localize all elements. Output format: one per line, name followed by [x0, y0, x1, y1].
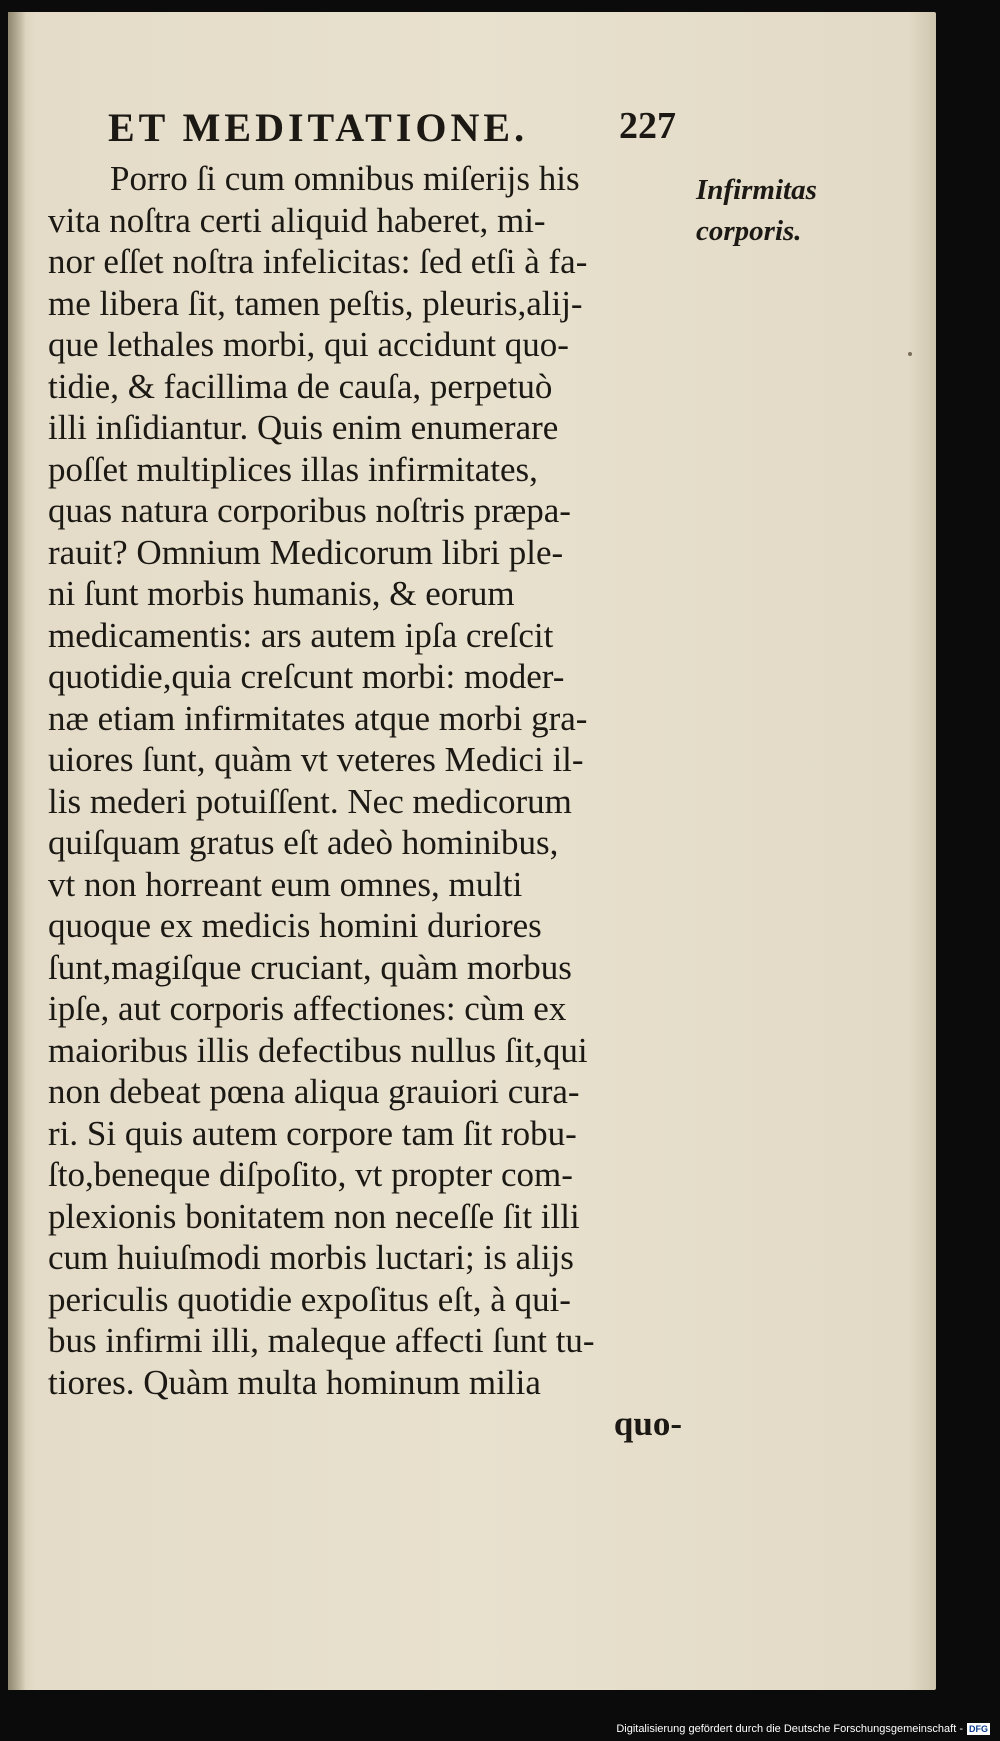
footer-text: Digitalisierung gefördert durch die Deutsche Forschungsgemeinschaft -	[616, 1723, 963, 1735]
text-line: ni ſunt morbis humanis, & eorum	[48, 574, 515, 613]
dfg-logo-icon: DFG	[969, 1724, 988, 1734]
catchword: quo-	[613, 1404, 682, 1443]
text-line: non debeat pœna aliqua grauiori cura-	[48, 1072, 580, 1111]
text-line: quoque ex medicis homini duriores	[48, 906, 542, 945]
text-line: quiſquam gratus eſt adeò hominibus,	[48, 823, 559, 862]
text-line: plexionis bonitatem non neceſſe ſit illi	[48, 1196, 580, 1236]
paper-speck	[908, 352, 912, 356]
text-line: cum huiuſmodi morbis luctari; is alijs	[48, 1238, 574, 1277]
margin-note-line: corporis.	[696, 215, 802, 247]
page-header	[108, 104, 688, 152]
text-line: ipſe, aut corporis affectiones: cùm ex	[48, 989, 567, 1028]
text-line: poſſet multiplices illas infirmitates,	[48, 449, 538, 489]
text-line: me libera ſit, tamen peſtis, pleuris,alij-	[48, 283, 583, 323]
book-page	[8, 12, 936, 1690]
margin-note-line: Infirmitas	[696, 174, 817, 206]
text-line: nor eſſet noſtra infelicitas: ſed etſi à fa-	[48, 242, 588, 281]
text-line: ſunt,magiſque cruciant, quàm morbus	[48, 947, 572, 987]
body-text	[48, 158, 688, 1445]
text-line: vt non horreant eum omnes, multi	[48, 864, 523, 904]
text-line: næ etiam infirmitates atque morbi gra-	[48, 698, 588, 738]
digitization-footer	[616, 1723, 990, 1735]
text-line: que lethales morbi, qui accidunt quo-	[48, 325, 569, 364]
text-line: maioribus illis defectibus nullus ſit,qui	[48, 1030, 588, 1070]
text-line: medicamentis: ars autem ipſa creſcit	[48, 615, 554, 655]
gutter-shadow	[8, 12, 26, 1690]
text-line: periculis quotidie expoſitus eſt, à qui-	[48, 1279, 571, 1319]
text-line: quotidie,quia creſcunt morbi: moder-	[48, 657, 565, 696]
text-line: rauit? Omnium Medicorum libri ple-	[48, 532, 564, 572]
text-line: ri. Si quis autem corpore tam ſit robu-	[48, 1113, 577, 1153]
text-line: lis mederi potuiſſent. Nec medicorum	[48, 781, 572, 821]
text-line: vita noſtra certi aliquid haberet, mi-	[48, 200, 546, 240]
text-line: tiores. Quàm multa hominum milia	[48, 1362, 541, 1402]
text-line: ſto,beneque diſpoſito, vt propter com-	[48, 1155, 573, 1194]
text-line: bus infirmi illi, maleque affecti ſunt tu-	[48, 1321, 595, 1360]
running-head: ET MEDITATIONE.	[108, 105, 529, 150]
text-line: illi inſidiantur. Quis enim enumerare	[48, 408, 559, 447]
text-line: quas natura corporibus noſtris præpa-	[48, 491, 571, 530]
margin-note	[696, 170, 876, 252]
text-line: tidie, & facillima de cauſa, perpetuò	[48, 366, 553, 406]
text-line: Porro ſi cum omnibus miſerijs his	[110, 159, 580, 198]
page-number: 227	[619, 105, 676, 147]
text-line: uiores ſunt, quàm vt veteres Medici il-	[48, 740, 584, 779]
